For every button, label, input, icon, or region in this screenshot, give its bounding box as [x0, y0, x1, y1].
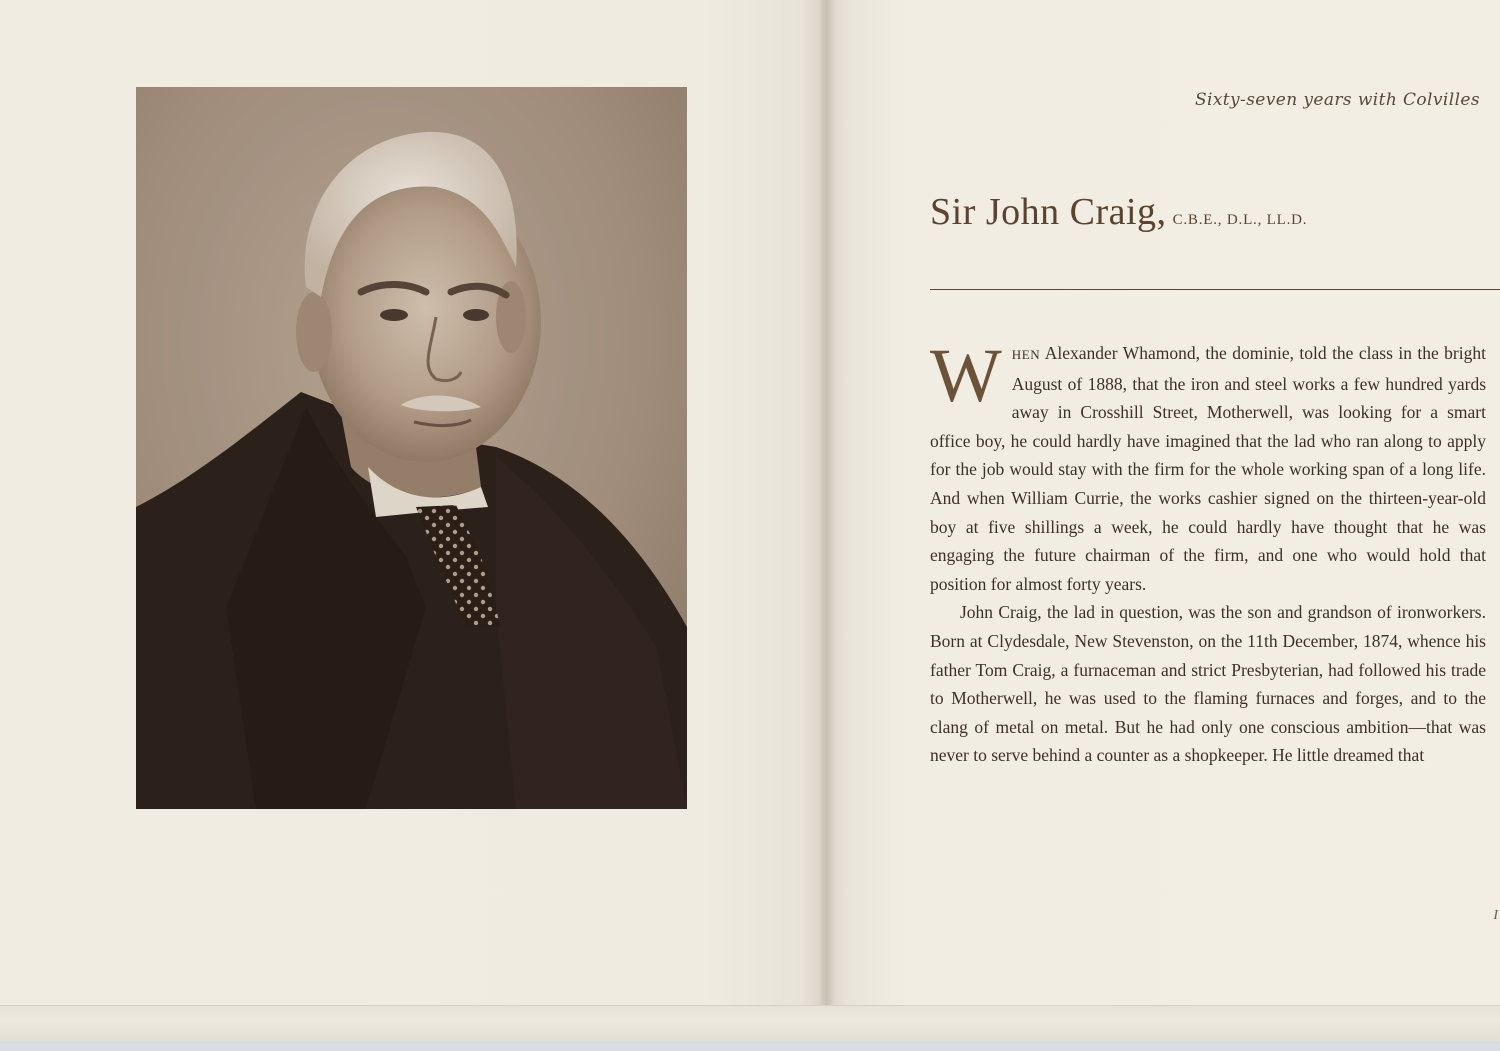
- page-bottom-edge: [0, 1005, 1500, 1041]
- title-name: Sir John Craig,: [930, 191, 1167, 233]
- lead-small-caps: HEN: [1011, 347, 1041, 362]
- drop-cap: W: [930, 334, 1002, 418]
- portrait-photo: [136, 87, 687, 809]
- running-head: Sixty-seven years with Colvilles: [1194, 90, 1480, 110]
- paragraph-2: John Craig, the lad in question, was the son and grandson of ironworkers. Born at Clydesdale, New Stevenston, on the 11th December, 1874, whence his father Tom Craig, a furnaceman and strict Presbyterian, had followed his trade to Motherwell, he was used to the flaming furnaces and forges, and to the clang of metal on metal. But he had only one conscious ambition—that was never to serve behind a counter as a shopkeeper. He little dreamed that: [930, 602, 1486, 766]
- body-text: [930, 334, 1486, 770]
- paragraph-1-text: Alexander Whamond, the dominie, told the class in the bright August of 1888, that the iron and steel works a few hundred yards away in Crosshill Street, Motherwell, was looking for a smart office boy, he could hardly have imagined that the lad who ran along to apply for the job would stay with the firm for the whole working span of a long life. And when William Currie, the works cashier signed on the thirteen-year-old boy at five shillings a week, he could hardly have thought that he was engaging the future chairman of the firm, and one who would hold that position for almost forty years.: [930, 343, 1486, 594]
- paragraph-1: [930, 334, 1486, 598]
- title-honours: C.B.E., D.L., LL.D.: [1172, 212, 1308, 228]
- title-rule: [930, 289, 1500, 290]
- portrait-image: [136, 87, 687, 809]
- book-gutter: [818, 0, 834, 1040]
- page-title: [930, 190, 1307, 234]
- page-mark: I: [1493, 908, 1498, 923]
